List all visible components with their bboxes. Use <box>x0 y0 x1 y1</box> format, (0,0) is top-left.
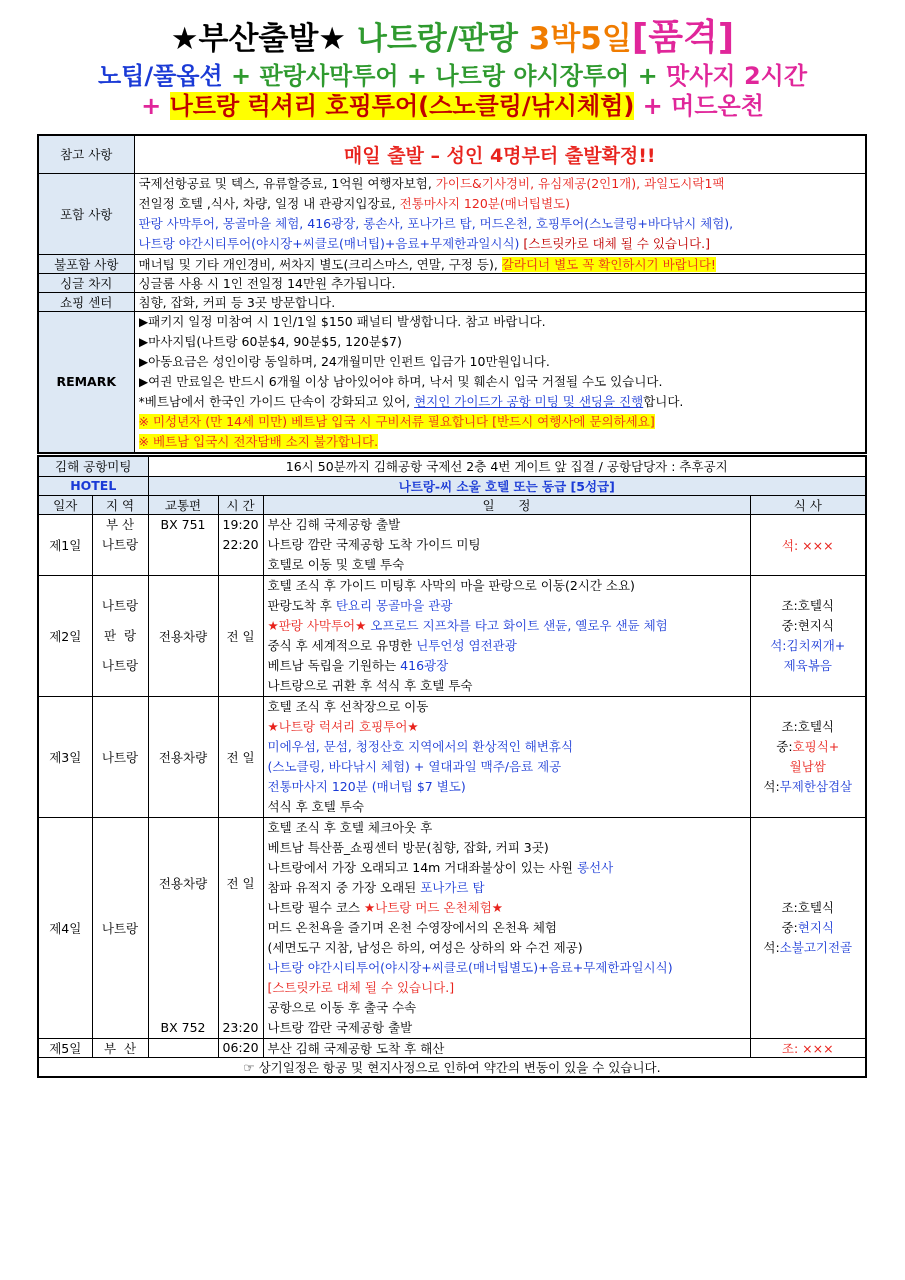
day3-meal: 조:호텔식 중:호핑식+ 월남쌈 석:무제한삼겹살 <box>750 696 866 817</box>
day2-time: 전 일 <box>218 575 263 696</box>
day3-time: 전 일 <box>218 696 263 817</box>
day1-time: 19:20 22:20 <box>218 514 263 575</box>
day2-label: 제2일 <box>38 575 92 696</box>
title-hopping: 나트랑 럭셔리 호핑투어(스노클링/낚시체험) <box>169 92 635 120</box>
single-text: 싱글룸 사용 시 1인 전일정 14만원 추가됩니다. <box>134 273 866 292</box>
day1-flight: BX 751 <box>148 514 218 575</box>
include-line: 국제선항공료 및 텍스, 유류할증료, 1억원 여행자보험, 가이드&기사경비, 유심제공(2인1개), 과일도시락1팩 <box>138 175 725 191</box>
day3-area: 나트랑 <box>92 696 148 817</box>
remark-line: ※ 미성년자 (만 14세 미만) 베트남 입국 시 구비서류 필요합니다 [반드시 여행사에 문의하세요] <box>138 413 655 429</box>
include-line: 나트랑 야간시티투어(야시장+씨클로(매너팁)+음료+무제한과일시식) [스트릿카로 대체 될 수 있습니다.] <box>138 235 711 251</box>
day5-transport <box>148 1038 218 1057</box>
col-day: 일자 <box>38 495 92 514</box>
exclude-label: 불포함 사항 <box>38 254 134 273</box>
meeting-text: 16시 50분까지 김해공항 국제선 2층 4번 게이트 앞 집결 / 공항담당자 : 추후공지 <box>148 456 866 476</box>
col-time: 시 간 <box>218 495 263 514</box>
day4-meal: 조:호텔식 중:현지식 석:소불고기전골 <box>750 817 866 1038</box>
exclude-warning: 갈라디너 별도 꼭 확인하시기 바랍니다! <box>501 256 716 272</box>
day1-row <box>38 514 866 575</box>
day4-transport: 전용차량 BX 752 <box>148 817 218 1038</box>
hotel-label: HOTEL <box>38 476 148 495</box>
title-mud: + 머드온천 <box>642 92 764 120</box>
remark-line: ▶아동요금은 성인이랑 동일하며, 24개월미만 인펀트 입금가 10만원입니다. <box>138 353 550 369</box>
day2-area: 나트랑 판 랑 나트랑 <box>92 575 148 696</box>
include-line: 판랑 사막투어, 몽골마을 체험, 416광장, 롱손사, 포나가르 탑, 머드온천, 호핑투어(스노클링+바다낚시 체험), <box>138 215 734 231</box>
remark-line: ▶여권 만료일은 반드시 6개월 이상 남아있어야 하며, 낙서 및 훼손시 입국 거절될 수도 있습니다. <box>138 373 663 389</box>
title-tours: + 판랑사막투어 + 나트랑 야시장투어 + <box>231 62 658 90</box>
day5-plan: 부산 김해 국제공항 도착 후 해산 <box>263 1038 750 1057</box>
day2-plan: 호텔 조식 후 가이드 미팅후 사막의 마을 판랑으로 이동(2시간 소요) 판랑도착 후 탄요리 몽골마을 관광 ★판랑 사막투어★ 오프로드 지프차를 타고 화이트 샌듄, 옐로우 샌듄 체험 중식 후 세계적으로 유명한 닌투언성 염전관광 베트남 독립을 기원하는 416광장 나트랑으로 귀환 후 석식 후 호텔 투숙 <box>263 575 750 696</box>
title-plus: + <box>141 92 162 120</box>
shop-text: 침향, 잡화, 커피 등 3곳 방문합니다. <box>134 292 866 311</box>
shop-label: 쇼핑 센터 <box>38 292 134 311</box>
day2-transport: 전용차량 <box>148 575 218 696</box>
col-meal: 식 사 <box>750 495 866 514</box>
remark-line: ▶마사지팁(나트랑 60분$4, 90분$5, 120분$7) <box>138 333 402 349</box>
include-label: 포함 사항 <box>38 173 134 254</box>
title-notip: 노팁/풀옵션 <box>97 62 223 90</box>
notice-text: 매일 출발 – 성인 4명부터 출발확정!! <box>134 135 866 173</box>
day2-meal: 조:호텔식 중:현지식 석:김치찌개+ 제육볶음 <box>750 575 866 696</box>
day3-plan: 호텔 조식 후 선착장으로 이동 ★나트랑 럭셔리 호핑투어★ 미에우섬, 문섬, 청정산호 지역에서의 환상적인 해변휴식 (스노클링, 바다낚시 체험) + 열대과일 맥주/음료 제공 전통마사지 120분 (매너팁 $7 별도) 석식 후 호텔 투숙 <box>263 696 750 817</box>
single-label: 싱글 차지 <box>38 273 134 292</box>
day5-time: 06:20 <box>218 1038 263 1057</box>
day5-label: 제5일 <box>38 1038 92 1057</box>
col-area: 지 역 <box>92 495 148 514</box>
day3-label: 제3일 <box>38 696 92 817</box>
day5-row <box>38 1038 866 1057</box>
remark-line: *베트남에서 한국인 가이드 단속이 강화되고 있어, 현지인 가이드가 공항 미팅 및 샌딩을 진행합니다. <box>138 393 684 409</box>
schedule-table <box>37 455 867 1078</box>
title-duration: 3박5일 <box>528 21 632 57</box>
notice-label: 참고 사항 <box>38 135 134 173</box>
meeting-label: 김해 공항미팅 <box>38 456 148 476</box>
title-grade: [품격] <box>631 17 735 58</box>
title-line-1 <box>0 17 905 58</box>
day1-plan: 부산 김해 국제공항 출발 나트랑 깜란 국제공항 도착 가이드 미팅 호텔로 이동 및 호텔 투숙 <box>263 514 750 575</box>
day1-area: 부 산 나트랑 <box>92 514 148 575</box>
day3-transport: 전용차량 <box>148 696 218 817</box>
day4-plan: 호텔 조식 후 호텔 체크아웃 후 베트남 특산품_쇼핑센터 방문(침향, 잡화, 커피 3곳) 나트랑에서 가장 오래되고 14m 거대좌불상이 있는 사원 롱선사 참파 유적지 중 가장 오래된 포나가르 탑 나트랑 필수 코스 ★나트랑 머드 온천체험★ 머드 온천욕을 즐기며 온천 수영장에서의 온천욕 체험 (세면도구 지참, 남성은 하의, 여성은 상하의 와 수건 제공) 나트랑 야간시티투어(야시장+씨클로(매너팁별도)+음료+무제한과일시식) [스트릿카로 대체 될 수 있습니다.] 공항으로 이동 후 출국 수속 나트랑 깜란 국제공항 출발 <box>263 817 750 1038</box>
include-list <box>134 173 866 254</box>
day1-meal: 석: ××× <box>750 514 866 575</box>
day5-meal: 조: ××× <box>750 1038 866 1057</box>
footer-note: ☞ 상기일정은 항공 및 현지사정으로 인하여 약간의 변동이 있을 수 있습니다. <box>38 1057 866 1077</box>
include-line: 전일정 호텔 ,식사, 차량, 일정 내 관광지입장료, 전통마사지 120분(매너팁별도) <box>138 195 570 211</box>
title-departure: ★부산출발★ <box>170 21 347 57</box>
day3-row <box>38 696 866 817</box>
col-plan: 일 정 <box>263 495 750 514</box>
title-massage: 맛사지 2시간 <box>666 62 808 90</box>
title-line-3 <box>0 94 905 118</box>
exclude-text: 매너팁 및 기타 개인경비, 써차지 별도(크리스마스, 연말, 구정 등), 갈라디너 별도 꼭 확인하시기 바랍니다! <box>134 254 866 273</box>
day1-label: 제1일 <box>38 514 92 575</box>
day4-row <box>38 817 866 1038</box>
day5-area: 부 산 <box>92 1038 148 1057</box>
remark-line: ※ 베트남 입국시 전자담배 소지 불가합니다. <box>138 433 379 449</box>
day4-time: 전 일 23:20 <box>218 817 263 1038</box>
title-line-2 <box>0 64 905 88</box>
remark-list <box>134 311 866 453</box>
info-table <box>37 134 867 454</box>
remark-label: REMARK <box>38 311 134 453</box>
title-destination: 나트랑/판랑 <box>356 21 518 57</box>
day4-label: 제4일 <box>38 817 92 1038</box>
day4-area: 나트랑 <box>92 817 148 1038</box>
day2-row <box>38 575 866 696</box>
remark-line: ▶패키지 일정 미참여 시 1인/1일 $150 패널티 발생합니다. 참고 바랍니다. <box>138 313 546 329</box>
hotel-text: 나트랑-씨 소울 호텔 또는 동급 [5성급] <box>148 476 866 495</box>
col-transport: 교통편 <box>148 495 218 514</box>
